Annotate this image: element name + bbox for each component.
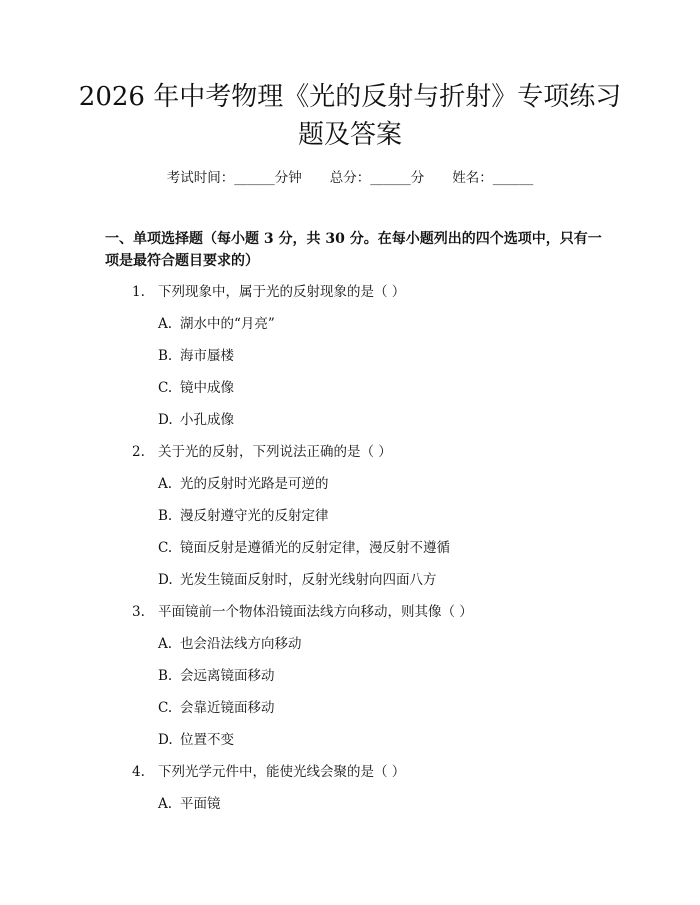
exam-time-blank: ______ [234, 170, 275, 186]
question-text: 平面镜前一个物体沿镜面法线方向移动，则其像（ ） [158, 604, 473, 620]
total-score-label: 总分： [329, 170, 371, 186]
total-score-blank: ______ [370, 170, 411, 186]
question-number: 4. [132, 764, 145, 780]
question-stem [132, 282, 405, 302]
option-letter: A. [158, 476, 173, 492]
student-name-blank: ______ [492, 170, 534, 186]
answer-option [158, 314, 275, 334]
answer-option [158, 730, 234, 750]
question-text: 下列光学元件中，能使光线会聚的是（ ） [158, 764, 406, 780]
answer-option [158, 538, 450, 558]
option-letter: C. [158, 380, 173, 396]
answer-option [158, 698, 275, 718]
option-text: 镜中成像 [180, 380, 234, 396]
answer-option [158, 666, 275, 686]
answer-option [158, 794, 221, 814]
option-letter: A. [158, 316, 173, 332]
option-text: 也会沿法线方向移动 [180, 636, 302, 652]
option-text: 湖水中的“月亮” [180, 316, 275, 332]
answer-option [158, 506, 329, 526]
question-text: 下列现象中，属于光的反射现象的是（ ） [158, 284, 406, 300]
option-letter: D. [158, 732, 173, 748]
answer-option [158, 474, 329, 494]
answer-option [158, 378, 234, 398]
exam-time-field [167, 168, 302, 188]
question-stem [132, 602, 473, 622]
question-stem [132, 762, 405, 782]
answer-option [158, 570, 437, 590]
exam-meta-line [0, 168, 700, 188]
option-text: 位置不变 [180, 732, 234, 748]
answer-option [158, 634, 302, 654]
section-heading: 一、单项选择题（每小题 3 分，共 30 分。在每小题列出的四个选项中，只有一项是最符合题目要求的） [105, 231, 602, 269]
option-text: 光发生镜面反射时，反射光线射向四面八方 [180, 572, 437, 588]
question-stem [132, 442, 392, 462]
option-letter: A. [158, 796, 173, 812]
question-text: 关于光的反射，下列说法正确的是（ ） [158, 444, 392, 460]
answer-option [158, 346, 234, 366]
option-letter: D. [158, 412, 173, 428]
student-name-label: 姓名： [452, 170, 493, 186]
option-letter: B. [158, 508, 173, 524]
student-name-field [452, 168, 533, 188]
option-text: 漫反射遵守光的反射定律 [180, 508, 329, 524]
option-letter: D. [158, 572, 173, 588]
question-number: 1. [132, 284, 145, 300]
option-text: 会远离镜面移动 [180, 668, 275, 684]
exam-time-unit: 分钟 [274, 170, 302, 186]
option-letter: C. [158, 700, 173, 716]
question-number: 3. [132, 604, 145, 620]
total-score-unit: 分 [410, 170, 425, 186]
option-text: 小孔成像 [180, 412, 234, 428]
total-score-field [330, 168, 425, 188]
option-text: 海市蜃楼 [180, 348, 234, 364]
option-letter: A. [158, 636, 173, 652]
option-letter: C. [158, 540, 173, 556]
option-text: 会靠近镜面移动 [180, 700, 275, 716]
question-number: 2. [132, 444, 145, 460]
exam-time-label: 考试时间： [166, 170, 235, 186]
option-text: 镜面反射是遵循光的反射定律，漫反射不遵循 [180, 540, 450, 556]
option-letter: B. [158, 348, 173, 364]
answer-option [158, 410, 234, 430]
option-text: 平面镜 [180, 796, 221, 812]
document-title: 2026 年中考物理《光的反射与折射》专项练习题及答案 [78, 82, 622, 150]
option-text: 光的反射时光路是可逆的 [180, 476, 329, 492]
option-letter: B. [158, 668, 173, 684]
